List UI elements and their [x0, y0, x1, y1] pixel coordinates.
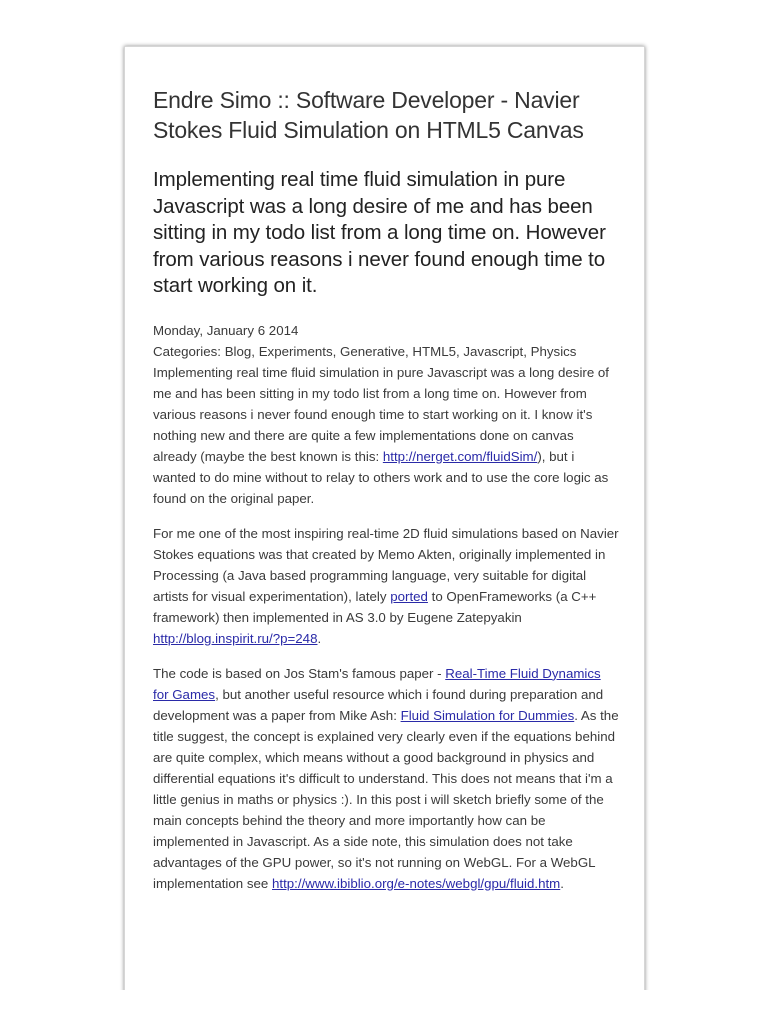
paragraph-2-text-1: For me one of the most inspiring real-time 2D fluid simulations based on Navier Stokes equations was that created by Memo Akten, originally implemented in Processing (a Java based programming language, very suitable for digital artists for visual experimentation), lately [153, 525, 619, 604]
post-categories: Categories: Blog, Experiments, Generative, HTML5, Javascript, Physics [153, 343, 577, 359]
paragraph-1-text-2: ), but i wanted to do mine without to relay to others work and to use the core logic as found on the original paper. [153, 448, 609, 506]
page-title: Endre Simo :: Software Developer - Navier Stokes Fluid Simulation on HTML5 Canvas [153, 87, 584, 143]
viewport-bottom-edge [0, 990, 768, 1024]
link-ported[interactable]: ported [390, 588, 428, 604]
article-lead: Implementing real time fluid simulation in pure Javascript was a long desire of me and has been sitting in my todo list from a long time on. However from various reasons i never found enough time to start working on it. [153, 168, 606, 297]
paragraph-3-text-2: , but another useful resource which i found during preparation and development was a paper from Mike Ash: [153, 686, 604, 723]
paragraph-2 [153, 523, 619, 649]
paragraph-1 [153, 362, 619, 509]
article-content [153, 85, 619, 908]
paragraph-1-text-1: Implementing real time fluid simulation in pure Javascript was a long desire of me and has been sitting in my todo list from a long time on. However from various reasons i never found enough time to start working on it. I know it's nothing new and there are quite a few implementations done on canvas already (maybe the best known is this: [153, 364, 610, 464]
paragraph-3-text-3: . As the title suggest, the concept is explained very clearly even if the equations behind are quite complex, which means without a good background in physics and differential equations it's difficult to understand. This does not means that i'm a little genius in maths or physics :). In this post i will sketch briefly some of the main concepts behind the theory and more importantly how can be implemented in Javascript. As a side note, this simulation does not take advantages of the GPU power, so it's not running on WebGL. For a WebGL implementation see [153, 707, 619, 891]
link-nerget-fluidsim[interactable]: http://nerget.com/fluidSim/ [382, 448, 538, 464]
link-ibiblio-webgl-fluid[interactable]: http://www.ibiblio.org/e-notes/webgl/gpu/fluid.htm [272, 875, 561, 891]
paragraph-3 [153, 663, 619, 894]
paragraph-2-text-2: to OpenFrameworks (a C++ framework) then implemented in AS 3.0 by Eugene Zatepyakin [153, 588, 597, 625]
paragraph-3-text-4: . [560, 875, 564, 891]
link-fluid-simulation-dummies[interactable]: Fluid Simulation for Dummies [400, 707, 575, 723]
article-meta [153, 320, 619, 362]
article-body [153, 362, 619, 894]
link-real-time-fluid-dynamics[interactable]: Real-Time Fluid Dynamics for Games [153, 665, 601, 702]
paragraph-3-text-1: The code is based on Jos Stam's famous paper - [153, 665, 446, 681]
link-inspirit-blog[interactable]: http://blog.inspirit.ru/?p=248 [153, 630, 318, 646]
article-page [124, 46, 645, 1006]
post-date: Monday, January 6 2014 [153, 322, 299, 338]
paragraph-2-text-3: . [317, 630, 322, 646]
